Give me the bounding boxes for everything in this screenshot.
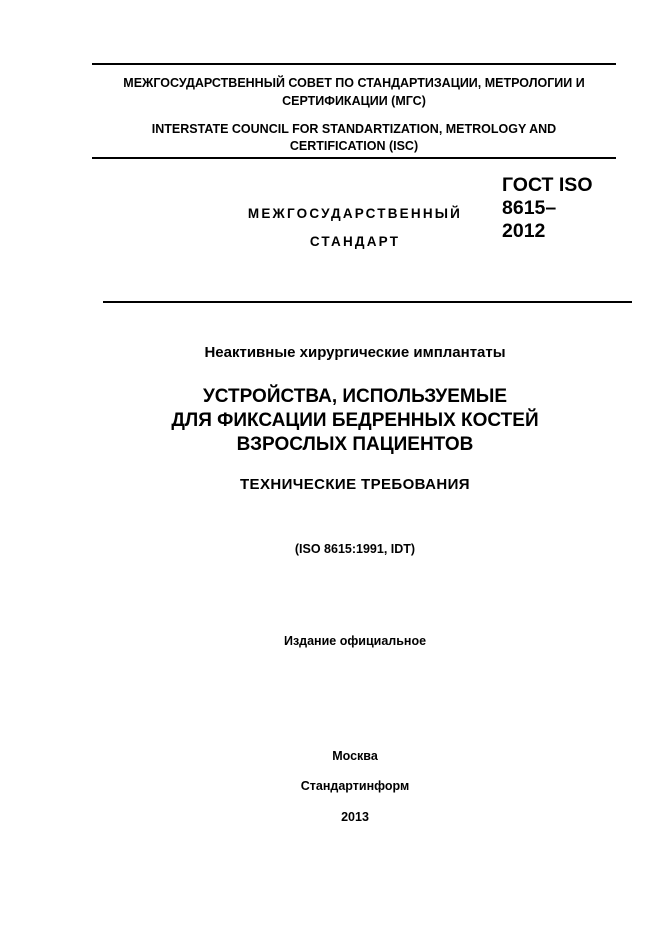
publisher-name: Стандартинформ (300, 779, 410, 793)
top-rule (92, 63, 616, 65)
standard-designation-line3: 2012 (502, 220, 546, 242)
standard-type-label-line1: МЕЖГОСУДАРСТВЕННЫЙ (247, 206, 463, 221)
publication-year: 2013 (341, 810, 369, 824)
document-subtitle: Неактивные хирургические имплантаты (204, 344, 506, 361)
standard-designation-line2: 8615– (502, 197, 557, 219)
requirements-heading: ТЕХНИЧЕСКИЕ ТРЕБОВАНИЯ (239, 476, 470, 493)
document-title-line1: УСТРОЙСТВА, ИСПОЛЬЗУЕМЫЕ (202, 386, 508, 407)
council-divider-rule (92, 157, 616, 159)
council-name-en-line1: INTERSTATE COUNCIL FOR STANDARTIZATION, METROLOGY AND (151, 122, 557, 136)
standard-type-label-line2: СТАНДАРТ (309, 234, 401, 249)
council-name-ru-line2: СЕРТИФИКАЦИИ (МГС) (282, 94, 426, 108)
standard-designation-line1: ГОСТ ISO (502, 174, 593, 196)
edition-note: Издание официальное (283, 634, 427, 648)
standard-designation (502, 174, 622, 243)
header-bottom-rule (103, 301, 632, 303)
council-name-ru (92, 74, 616, 110)
publication-city: Москва (332, 749, 378, 763)
iso-reference: (ISO 8615:1991, IDT) (294, 542, 416, 556)
council-name-en-line2: CERTIFICATION (ISC) (289, 139, 419, 153)
council-name-ru-line1: МЕЖГОСУДАРСТВЕННЫЙ СОВЕТ ПО СТАНДАРТИЗАЦИИ, МЕТРОЛОГИИ И (123, 76, 585, 90)
document-title (60, 385, 650, 457)
document-title-line2: ДЛЯ ФИКСАЦИИ БЕДРЕННЫХ КОСТЕЙ (171, 410, 539, 431)
council-name-en (92, 121, 616, 155)
document-title-line3: ВЗРОСЛЫХ ПАЦИЕНТОВ (236, 434, 474, 455)
